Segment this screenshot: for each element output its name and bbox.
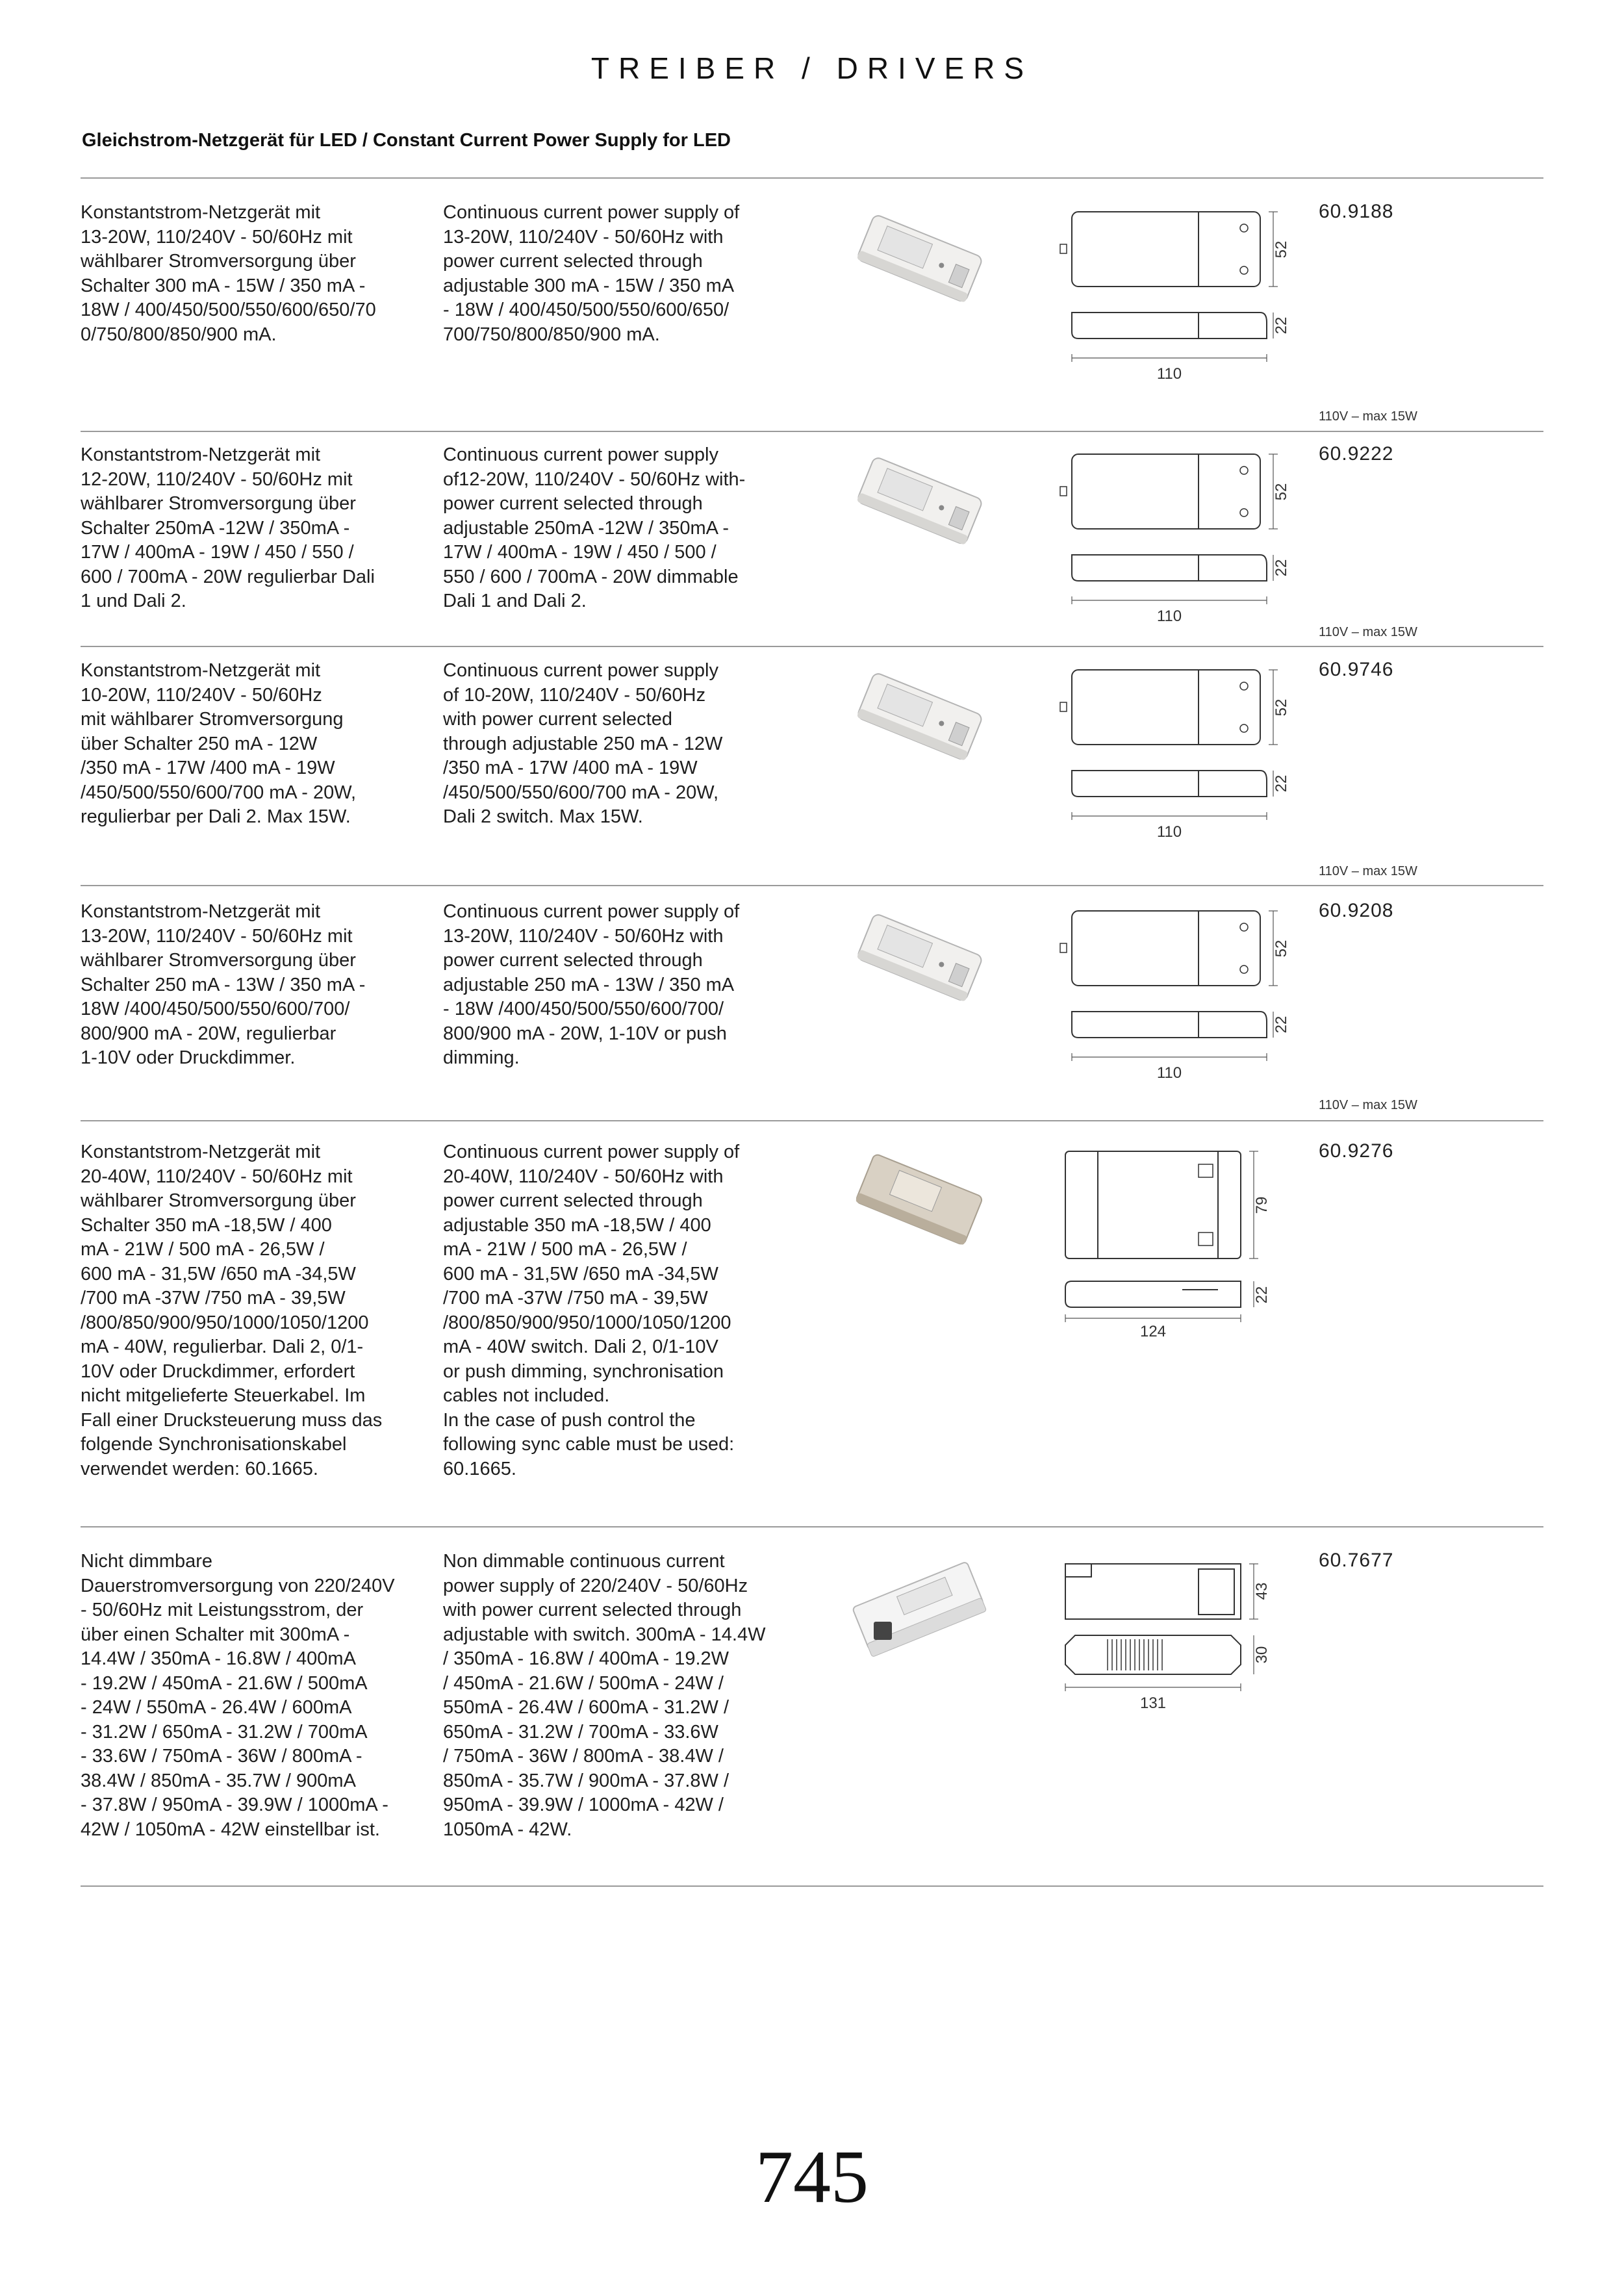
description-line: Non dimmable continuous current [443,1551,725,1572]
description-german [81,1140,382,1481]
description-line: über einen Schalter mit 300mA - [81,1624,350,1645]
product-photo [844,1144,994,1255]
drawing-frame [1052,908,1299,1119]
description-line: / 450mA - 21.6W / 500mA - 24W / [443,1672,724,1694]
description-line: through adjustable 250 mA - 12W [443,733,723,754]
description-line: adjustable 250 mA - 13W / 350 mA [443,974,735,995]
description-line: 13-20W, 110/240V - 50/60Hz with [443,925,724,947]
description-line: 850mA - 35.7W / 900mA - 37.8W / [443,1770,730,1791]
description-line: 1-10V oder Druckdimmer. [81,1047,296,1068]
divider [81,177,1543,179]
drawing-frame [1052,667,1299,878]
description-line: 600 / 700mA - 20W regulierbar Dali [81,566,375,587]
description-line: 20-40W, 110/240V - 50/60Hz mit [81,1166,353,1187]
technical-drawing [1052,667,1299,875]
description-line: wählbarer Stromversorgung über [81,251,356,272]
description-line: Konstantstrom-Netzgerät mit [81,901,321,922]
description-line: nicht mitgelieferte Steuerkabel. Im [81,1385,366,1406]
description-line: 10-20W, 110/240V - 50/60Hz [81,684,322,706]
page-number: 745 [755,2136,869,2219]
description-line: /450/500/550/600/700 mA - 20W, [81,782,357,803]
description-line: Konstantstrom-Netzgerät mit [81,660,321,681]
description-line: adjustable 250mA -12W / 350mA - [443,517,730,539]
description-line: wählbarer Stromversorgung über [81,493,356,514]
description-line: 17W / 400mA - 19W / 450 / 550 / [81,542,354,563]
description-line: 13-20W, 110/240V - 50/60Hz with [443,226,724,248]
drawing-frame [1052,1557,1299,1769]
description-line: Konstantstrom-Netzgerät mit [81,444,321,465]
description-line: Schalter 250mA -12W / 350mA - [81,517,350,539]
description-line: - 50/60Hz mit Leistungsstrom, der [81,1600,364,1620]
dimension-label: 110 [1156,823,1182,841]
description-line: Konstantstrom-Netzgerät mit [81,202,321,223]
dimension-label: 52 [1273,240,1290,259]
description-line: 12-20W, 110/240V - 50/60Hz mit [81,468,353,490]
description-line: 950mA - 39.9W / 1000mA - 42W / [443,1795,724,1815]
description-english [443,659,722,830]
product-photo-frame [844,1553,994,1667]
voltage-note: 110V – max 15W [1319,864,1417,878]
description-line: Dali 2 switch. Max 15W. [443,806,643,827]
dimension-label: 110 [1156,607,1182,625]
description-line: - 31.2W / 650mA - 31.2W / 700mA [81,1721,368,1743]
dimension-label: 52 [1273,698,1290,717]
divider [81,1120,1543,1121]
product-code: 60.9746 [1319,659,1394,680]
description-line: mA - 40W, regulierbar. Dali 2, 0/1- [81,1336,364,1357]
description-line: 650mA - 31.2W / 700mA - 33.6W [443,1721,718,1743]
dimension-label: 131 [1139,1694,1167,1712]
drawing-frame [1052,451,1299,662]
dimension-label: 52 [1273,939,1290,958]
description-line: /700 mA -37W /750 mA - 39,5W [81,1288,346,1309]
description-english [443,900,739,1071]
description-german [81,1550,395,1842]
description-line: power current selected through [443,1190,703,1211]
description-line: - 24W / 550mA - 26.4W / 600mA [81,1697,352,1718]
description-line: mA - 21W / 500 mA - 26,5W / [81,1239,325,1260]
technical-drawing [1052,451,1299,659]
divider [81,431,1543,432]
description-line: - 18W / 400/450/500/550/600/650/ [443,300,730,320]
description-line: verwendet werden: 60.1665. [81,1458,318,1479]
divider [81,885,1543,886]
description-line: 600 mA - 31,5W /650 mA -34,5W [81,1263,356,1284]
product-photo [844,663,994,773]
voltage-note: 110V – max 15W [1319,625,1417,639]
technical-drawing [1052,1557,1299,1765]
description-german [81,443,375,614]
description-line: 13-20W, 110/240V - 50/60Hz mit [81,226,353,248]
description-line: 60.1665. [443,1458,516,1479]
description-line: 18W /400/450/500/550/600/700/ [81,999,350,1019]
product-photo-frame [844,1144,994,1258]
description-line: Dali 1 and Dali 2. [443,591,587,611]
description-line: - 19.2W / 450mA - 21.6W / 500mA [81,1672,368,1694]
description-line: In the case of push control the [443,1409,696,1431]
description-line: Schalter 250 mA - 13W / 350 mA - [81,974,366,995]
description-line: with power current selected through [443,1600,742,1620]
dimension-label: 22 [1273,1016,1290,1034]
description-line: - 33.6W / 750mA - 36W / 800mA - [81,1746,362,1767]
product-code: 60.9222 [1319,443,1394,465]
description-german [81,201,376,347]
description-line: /700 mA -37W /750 mA - 39,5W [443,1288,708,1309]
description-line: 38.4W / 850mA - 35.7W / 900mA [81,1770,356,1791]
description-line: power current selected through [443,251,703,272]
description-line: following sync cable must be used: [443,1434,735,1455]
description-line: 1 und Dali 2. [81,591,186,611]
voltage-note: 110V – max 15W [1319,409,1417,424]
dimension-label: 22 [1273,774,1290,793]
description-line: adjustable 300 mA - 15W / 350 mA [443,275,735,296]
description-line: Continuous current power supply of [443,1142,740,1162]
dimension-label: 30 [1253,1646,1271,1664]
product-photo [844,447,994,557]
description-line: folgende Synchronisationskabel [81,1434,347,1455]
description-line: Schalter 300 mA - 15W / 350 mA - [81,275,366,296]
description-line: /800/850/900/950/1000/1050/1200 [81,1312,369,1333]
dimension-label: 22 [1273,559,1290,577]
description-line: - 18W /400/450/500/550/600/700/ [443,999,724,1019]
description-line: /450/500/550/600/700 mA - 20W, [443,782,719,803]
description-german [81,659,356,830]
description-line: wählbarer Stromversorgung über [81,1190,356,1211]
description-english [443,1550,765,1842]
description-line: dimming. [443,1047,520,1068]
description-line: 14.4W / 350mA - 16.8W / 400mA [81,1648,356,1669]
product-photo-frame [844,663,994,776]
page-title: TREIBER / DRIVERS [590,51,1034,85]
technical-drawing [1052,209,1299,416]
description-line: Continuous current power supply of [443,202,740,223]
description-line: Continuous current power supply [443,660,718,681]
product-photo-frame [844,205,994,318]
voltage-note: 110V – max 15W [1319,1098,1417,1112]
product-code: 60.9276 [1319,1140,1394,1162]
drawing-frame [1052,209,1299,420]
dimension-label: 110 [1156,365,1182,383]
description-line: 1050mA - 42W. [443,1819,572,1840]
description-line: 550 / 600 / 700mA - 20W dimmable [443,566,739,587]
description-line: Nicht dimmbare [81,1551,213,1572]
description-line: 600 mA - 31,5W /650 mA -34,5W [443,1263,718,1284]
description-line: - 37.8W / 950mA - 39.9W / 1000mA - [81,1795,388,1815]
dimension-label: 22 [1273,316,1290,335]
dimension-label: 124 [1139,1323,1167,1340]
description-line: / 350mA - 16.8W / 400mA - 19.2W [443,1648,730,1669]
divider [81,1526,1543,1527]
description-line: of 10-20W, 110/240V - 50/60Hz [443,684,706,706]
description-line: of12-20W, 110/240V - 50/60Hz with- [443,468,746,490]
description-line: mA - 40W switch. Dali 2, 0/1-10V [443,1336,718,1357]
description-german [81,900,365,1071]
description-english [443,1140,739,1481]
product-code: 60.7677 [1319,1550,1394,1571]
description-line: Dauerstromversorgung von 220/240V [81,1575,395,1596]
description-line: regulierbar per Dali 2. Max 15W. [81,806,351,827]
description-line: /350 mA - 17W /400 mA - 19W [81,758,335,778]
description-line: über Schalter 250 mA - 12W [81,733,318,754]
description-line: /350 mA - 17W /400 mA - 19W [443,758,698,778]
description-line: power current selected through [443,493,703,514]
drawing-frame [1052,1148,1299,1359]
divider [81,646,1543,647]
technical-drawing [1052,1148,1299,1356]
description-line: mit wählbarer Stromversorgung [81,709,344,730]
description-line: Fall einer Drucksteuerung muss das [81,1409,383,1431]
product-photo [844,904,994,1014]
description-line: 18W / 400/450/500/550/600/650/70 [81,300,376,320]
description-line: power supply of 220/240V - 50/60Hz [443,1575,748,1596]
description-line: Continuous current power supply [443,444,718,465]
description-line: /800/850/900/950/1000/1050/1200 [443,1312,731,1333]
product-photo-frame [844,904,994,1017]
description-line: 800/900 mA - 20W, regulierbar [81,1023,336,1044]
dimension-label: 52 [1273,483,1290,501]
description-line: or push dimming, synchronisation [443,1361,724,1382]
product-photo [844,205,994,315]
product-photo-frame [844,447,994,561]
description-line: with power current selected [443,709,672,730]
description-line: 800/900 mA - 20W, 1-10V or push [443,1023,727,1044]
description-line: power current selected through [443,950,703,971]
description-line: Konstantstrom-Netzgerät mit [81,1142,321,1162]
description-line: 10V oder Druckdimmer, erfordert [81,1361,355,1382]
description-line: adjustable with switch. 300mA - 14.4W [443,1624,766,1645]
description-line: Continuous current power supply of [443,901,740,922]
description-line: adjustable 350 mA -18,5W / 400 [443,1214,711,1236]
description-line: 17W / 400mA - 19W / 450 / 500 / [443,542,717,563]
description-line: 550mA - 26.4W / 600mA - 31.2W / [443,1697,730,1718]
description-line: 20-40W, 110/240V - 50/60Hz with [443,1166,724,1187]
description-line: wählbarer Stromversorgung über [81,950,356,971]
product-code: 60.9208 [1319,900,1394,921]
product-photo [844,1553,994,1664]
description-line: Schalter 350 mA -18,5W / 400 [81,1214,332,1236]
divider [81,1885,1543,1887]
description-english [443,443,745,614]
dimension-label: 22 [1253,1286,1271,1304]
description-line: 42W / 1050mA - 42W einstellbar ist. [81,1819,380,1840]
dimension-label: 110 [1156,1064,1182,1082]
product-code: 60.9188 [1319,201,1394,222]
description-line: 13-20W, 110/240V - 50/60Hz mit [81,925,353,947]
section-subtitle: Gleichstrom-Netzgerät für LED / Constant Current Power Supply for LED [82,130,731,151]
dimension-label: 79 [1253,1196,1271,1214]
description-english [443,201,739,347]
dimension-label: 43 [1253,1582,1271,1600]
description-line: cables not included. [443,1385,610,1406]
description-line: 700/750/800/850/900 mA. [443,324,660,345]
description-line: / 750mA - 36W / 800mA - 38.4W / [443,1746,724,1767]
description-line: 0/750/800/850/900 mA. [81,324,277,345]
description-line: mA - 21W / 500 mA - 26,5W / [443,1239,687,1260]
technical-drawing [1052,908,1299,1116]
